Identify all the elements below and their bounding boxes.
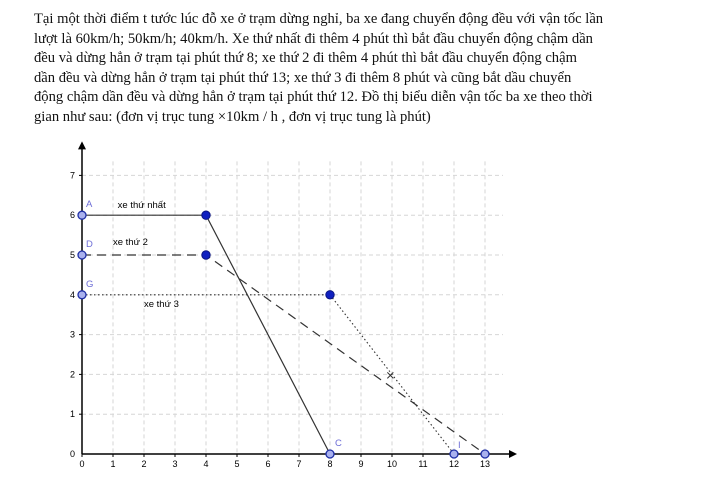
x-tick-label: 0 <box>79 459 85 469</box>
series-name-label: xe thứ nhất <box>117 200 166 212</box>
point-label: A <box>86 199 93 211</box>
x-tick-label: 9 <box>358 459 364 469</box>
filled-point <box>202 251 210 259</box>
point-label: G <box>86 278 94 290</box>
open-point <box>481 450 489 458</box>
y-tick-label: 4 <box>69 289 75 300</box>
y-tick-label: 7 <box>69 170 75 181</box>
x-tick-label: 12 <box>448 459 460 469</box>
filled-point <box>202 211 210 219</box>
y-tick-label: 2 <box>69 369 75 380</box>
x-tick-label: 7 <box>296 459 302 469</box>
x-tick-label: 1 <box>110 459 116 469</box>
open-point <box>78 211 86 219</box>
x-tick-label: 11 <box>418 459 428 469</box>
x-axis-arrow <box>509 450 517 458</box>
y-tick-label: 6 <box>69 210 75 221</box>
series-2-line <box>82 255 485 454</box>
x-tick-label: 5 <box>234 459 240 469</box>
x-tick-label: 10 <box>386 459 398 469</box>
filled-point <box>326 291 334 299</box>
point-label: I <box>458 440 461 451</box>
y-tick-label: 0 <box>69 449 75 459</box>
open-point <box>450 450 458 458</box>
problem-line: lượt là 60km/h; 50km/h; 40km/h. Xe thứ nhất đi thêm 4 phút thì bắt đầu chuyển động chậm dần <box>34 30 593 47</box>
series-name-label: xe thứ 3 <box>144 298 179 310</box>
problem-line: gian như sau: (đơn vị trục tung ×10km / h , đơn vị trục tung là phút) <box>34 108 431 125</box>
open-point <box>78 291 86 299</box>
problem-line: động chậm dần đều và dừng hẳn ở trạm tại phút thứ 12. Đồ thị biểu diễn vận tốc ba xe theo thời <box>34 89 593 106</box>
x-tick-label: 6 <box>265 459 271 469</box>
y-tick-label: 3 <box>69 329 75 340</box>
problem-line: đều và dừng hẳn ở trạm tại phút thứ 8; xe thứ 2 đi thêm 4 phút thì bắt đầu chuyển động chậm <box>34 50 577 67</box>
open-point <box>326 450 334 458</box>
open-point <box>78 251 86 259</box>
problem-line: Tại một thời điểm t tước lúc đỗ xe ở trạm dừng nghỉ, ba xe đang chuyển động đều với vận tốc lần <box>34 11 604 27</box>
x-tick-label: 3 <box>172 459 178 469</box>
point-label: C <box>335 438 342 449</box>
point-label: D <box>86 239 93 250</box>
series-name-label: xe thứ 2 <box>113 237 148 248</box>
problem-line: dần đều và dừng hẳn ở trạm tại phút thứ 13; xe thứ 3 đi thêm 8 phút và cũng bắt dầu chuyển <box>34 69 572 86</box>
x-tick-label: 4 <box>203 459 209 469</box>
x-tick-label: 8 <box>327 459 333 469</box>
y-tick-label: 1 <box>69 409 75 420</box>
y-tick-label: 5 <box>69 250 75 260</box>
x-tick-label: 2 <box>141 459 147 469</box>
y-axis-arrow <box>78 141 86 149</box>
x-tick-label: 13 <box>479 459 491 469</box>
